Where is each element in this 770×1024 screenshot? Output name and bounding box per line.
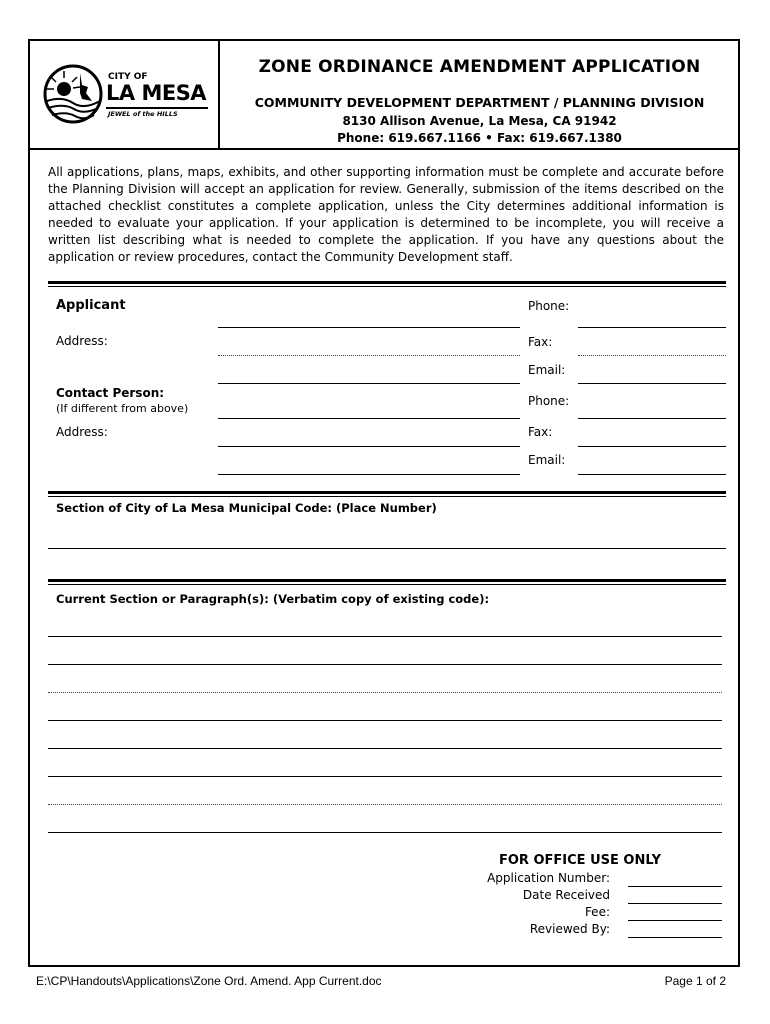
current-section-line-8[interactable] (48, 832, 722, 833)
application-number-field[interactable] (628, 886, 722, 887)
section-divider (48, 579, 726, 582)
current-section-line-1[interactable] (48, 636, 722, 637)
header (28, 39, 740, 150)
current-section-line-2[interactable] (48, 664, 722, 665)
reviewed-by-field[interactable] (628, 937, 722, 938)
logo-box (28, 39, 220, 148)
contact-address-label: Address: (56, 425, 108, 439)
contact-heading: Contact Person: (56, 386, 165, 400)
applicant-address-field-1[interactable] (218, 355, 520, 356)
applicant-heading: Applicant (56, 298, 126, 313)
intro-paragraph: All applications, plans, maps, exhibits, and other supporting information must be complete and accurate before the Planning Division will accept an application for review. Generally, submission of the items described on the attached checklist constitutes a complete application, unless the City determines additional information is needed to evaluate your application. If your application is determined to be incomplete, you will receive a written list describing what is needed to complete the application. If you have any questions about the application or review procedures, contact the Community Development staff. (48, 165, 724, 264)
department-address (223, 113, 736, 147)
section-divider-thin (48, 496, 726, 497)
current-section-label: Current Section or Paragraph(s): (Verbatim copy of existing code): (56, 592, 490, 606)
contact-fax-field[interactable] (578, 446, 726, 447)
fee-field[interactable] (628, 920, 722, 921)
footer-page-number: Page 1 of 2 (664, 974, 726, 988)
applicant-email-field[interactable] (578, 383, 726, 384)
section-divider-thin (48, 584, 726, 585)
contact-phone-field[interactable] (578, 418, 726, 419)
fee-label: Fee: (584, 905, 610, 919)
contact-phone-label: Phone: (528, 394, 570, 408)
applicant-address-field-2[interactable] (218, 383, 520, 384)
applicant-phone-field[interactable] (578, 327, 726, 328)
current-section-line-4[interactable] (48, 720, 722, 721)
page-title: ZONE ORDINANCE AMENDMENT APPLICATION (258, 57, 701, 77)
applicant-phone-label: Phone: (528, 299, 570, 313)
logo-city-of: CITY OF (108, 72, 148, 82)
logo-tagline: JEWEL of the HILLS (108, 110, 178, 118)
office-use-title: FOR OFFICE USE ONLY (499, 853, 661, 868)
department-name: COMMUNITY DEVELOPMENT DEPARTMENT / PLANNING DIVISION (254, 95, 705, 110)
contact-address-field-1[interactable] (218, 446, 520, 447)
contact-email-field[interactable] (578, 474, 726, 475)
applicant-fax-field[interactable] (578, 355, 726, 356)
date-received-label: Date Received (522, 888, 610, 902)
logo-name: LA MESA (106, 81, 207, 105)
applicant-address-label: Address: (56, 334, 108, 348)
section-divider (48, 281, 726, 284)
municipal-code-label: Section of City of La Mesa Municipal Code: (Place Number) (56, 501, 437, 515)
section-divider (48, 491, 726, 494)
current-section-line-5[interactable] (48, 748, 722, 749)
contact-address-field-2[interactable] (218, 474, 520, 475)
municipal-code-field[interactable] (48, 548, 726, 549)
application-number-label: Application Number: (487, 871, 610, 885)
current-section-line-6[interactable] (48, 776, 722, 777)
current-section-line-3[interactable] (48, 692, 722, 693)
reviewed-by-label: Reviewed By: (529, 922, 610, 936)
la-mesa-logo-icon (42, 63, 104, 125)
phone-fax: Phone: 619.667.1166 • Fax: 619.667.1380 (337, 131, 622, 145)
applicant-fax-label: Fax: (528, 335, 553, 349)
street-address: 8130 Allison Avenue, La Mesa, CA 91942 (342, 114, 617, 128)
logo-underline (106, 107, 208, 109)
current-section-line-7[interactable] (48, 804, 722, 805)
contact-email-label: Email: (528, 453, 566, 467)
footer-file-path: E:\CP\Handouts\Applications\Zone Ord. Amend. App Current.doc (36, 974, 382, 988)
section-divider-thin (48, 286, 726, 287)
contact-note: (If different from above) (56, 402, 189, 415)
contact-fax-label: Fax: (528, 425, 553, 439)
applicant-name-field[interactable] (218, 327, 520, 328)
applicant-email-label: Email: (528, 363, 566, 377)
date-received-field[interactable] (628, 903, 722, 904)
contact-name-field[interactable] (218, 418, 520, 419)
